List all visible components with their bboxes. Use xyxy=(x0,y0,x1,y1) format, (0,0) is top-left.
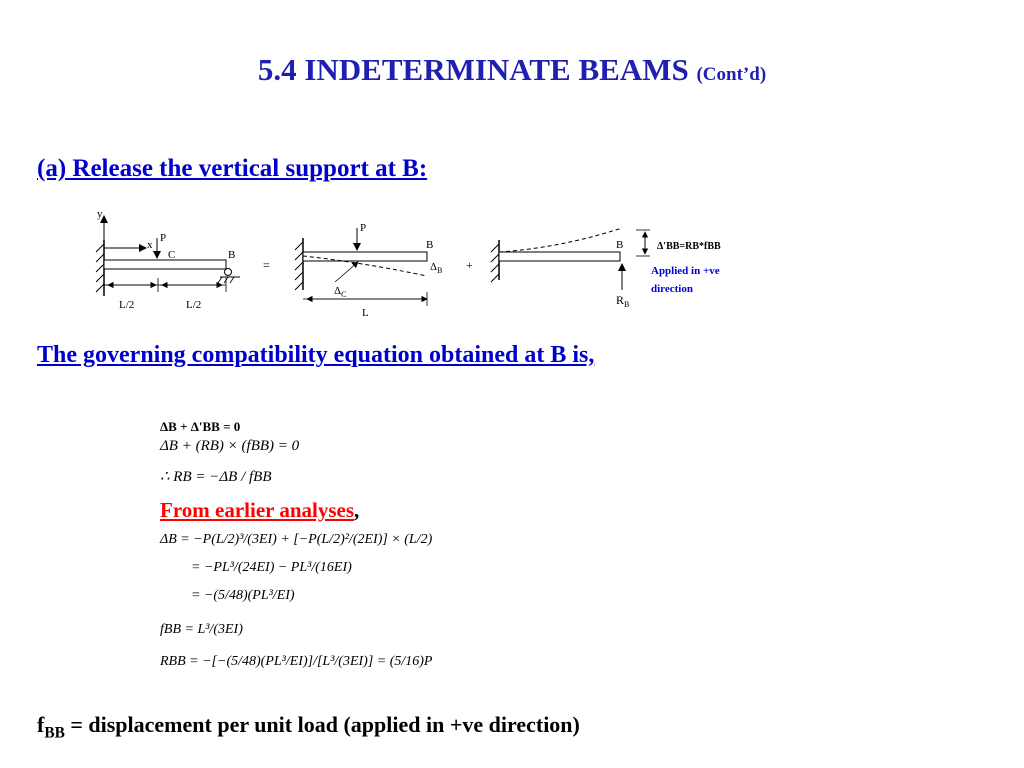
dim-l-half-2: L/2 xyxy=(186,299,202,311)
section-a-heading: (a) Release the vertical support at B: xyxy=(37,155,428,182)
beam-1 xyxy=(104,260,226,269)
beam-3 xyxy=(499,252,620,261)
beam-diagram xyxy=(0,200,1024,330)
delta-bb-note: Δ′BB=RB*fBB xyxy=(657,241,721,252)
wall-hatching xyxy=(96,244,104,292)
equation-7: RBB = −[−(5/48)(PL³/EI)]/[L³/(3EI)] = (5/16)P xyxy=(160,654,433,669)
figure-1-cantilever xyxy=(96,208,240,311)
fbb-text: = displacement per unit load (applied in +ve direction) xyxy=(64,712,580,737)
equation-5: = −(5/48)(PL³/EI) xyxy=(191,588,295,603)
delta-c-pointer xyxy=(335,262,358,282)
equation-1: ΔB + (RB) × (fBB) = 0 xyxy=(160,438,300,454)
fbb-symbol: f xyxy=(37,712,45,737)
delta-b-label: $\Delta_B$ xyxy=(430,261,443,275)
x-axis-label: x xyxy=(147,239,153,251)
dim-l-half-1: L/2 xyxy=(119,299,135,311)
dim-l-label: L xyxy=(362,307,369,319)
beam-2 xyxy=(303,252,427,261)
compatibility-heading: The governing compatibility equation obtained at B is, xyxy=(37,342,595,368)
from-earlier-comma: , xyxy=(354,498,360,522)
from-earlier-line xyxy=(160,498,359,523)
title-cont: (Cont’d) xyxy=(696,64,767,85)
figure-3-reaction xyxy=(491,228,721,309)
from-earlier-analyses: From earlier analyses xyxy=(160,498,355,522)
equation-4: = −PL³/(24EI) − PL³/(16EI) xyxy=(191,560,352,575)
equation-2: ∴ RB = −ΔB / fBB xyxy=(160,469,272,485)
y-axis-label: y xyxy=(97,208,103,220)
figure-2-deflected xyxy=(295,222,442,319)
point-b-label-2: B xyxy=(426,239,434,251)
equation-0: ΔB + Δ'BB = 0 xyxy=(160,419,241,434)
point-b-label-3: B xyxy=(616,239,624,251)
title-main: 5.4 INDETERMINATE BEAMS xyxy=(257,52,689,87)
roller-support xyxy=(225,269,232,276)
equation-3: ΔB = −P(L/2)³/(3EI) + [−P(L/2)²/(2EI)] × (L/2) xyxy=(160,532,433,547)
plus-sign: + xyxy=(466,258,473,272)
page-title xyxy=(0,52,1024,88)
fbb-subscript: BB xyxy=(44,724,65,742)
equation-6: fBB = L³/(3EI) xyxy=(160,622,243,637)
load-p-label: P xyxy=(160,232,167,244)
delta-c-label: $\Delta_C$ xyxy=(334,285,347,299)
point-b-label: B xyxy=(228,249,236,261)
load-p-label-2: P xyxy=(360,222,367,234)
applied-note-line2: direction xyxy=(651,283,693,295)
equals-sign: = xyxy=(263,258,270,272)
fbb-definition xyxy=(37,712,580,742)
reaction-rb-label: $R_B$ xyxy=(616,293,630,309)
deflected-shape-3 xyxy=(499,228,622,252)
applied-note-line1: Applied in +ve xyxy=(651,265,720,277)
point-c-label: C xyxy=(168,249,176,261)
